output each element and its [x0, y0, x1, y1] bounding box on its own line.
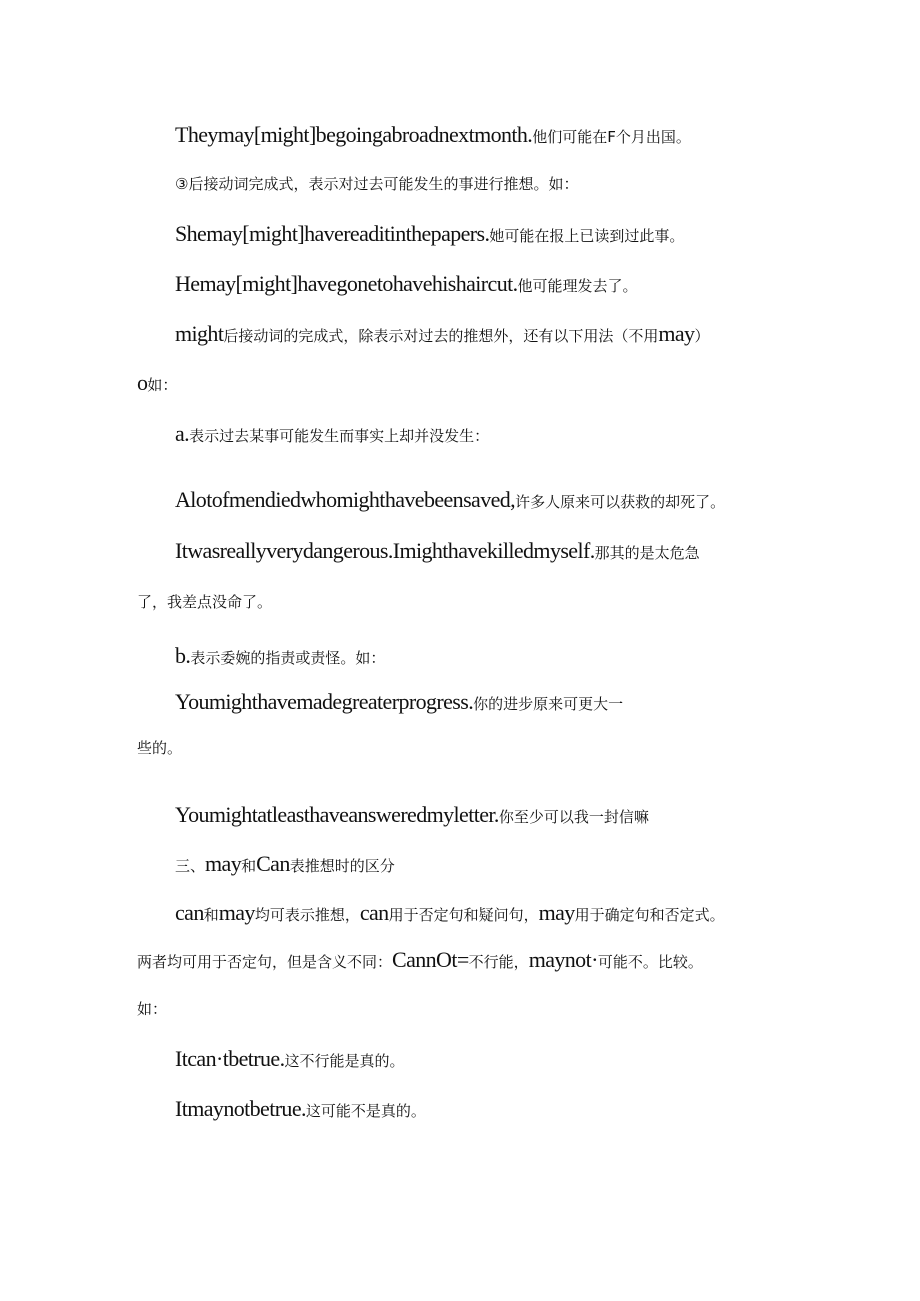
might-usage-continuation [137, 372, 177, 394]
chinese-translation: 了，我差点没命了。 [137, 593, 273, 611]
english-term: might [175, 321, 224, 346]
example-intro [137, 1001, 167, 1017]
english-sentence: Itcan·tbetrue. [175, 1046, 285, 1071]
explanation-text: 如： [137, 1000, 168, 1018]
section-number: 三、 [175, 857, 206, 875]
chinese-translation: 许多人原来可以获救的却死了。 [515, 493, 726, 511]
explanation-text: 后接动词的完成式，除表示对过去的推想外，还有以下用法（不用 [223, 327, 659, 345]
english-sentence: Alotofmendiedwhomighthavebeensaved, [175, 487, 516, 512]
example-line-6 [175, 691, 623, 713]
section-3-heading [175, 853, 395, 875]
chinese-translation: 这不行能是真的。 [284, 1052, 405, 1070]
example-line-3 [175, 273, 638, 295]
point-b-heading [175, 645, 385, 667]
english-term: may [218, 900, 255, 925]
example-line-7 [175, 804, 649, 826]
explanation-text: 如： [147, 376, 178, 394]
english-term: may [205, 851, 242, 876]
english-term: maynot· [528, 947, 598, 972]
english-sentence: Itmaynotbetrue. [175, 1096, 306, 1121]
english-term: o [137, 370, 148, 395]
heading-text: 表推想时的区分 [289, 857, 395, 875]
english-term: may [658, 321, 695, 346]
chinese-translation: 些的。 [137, 739, 183, 757]
english-term: may [538, 900, 575, 925]
point-label: b. [175, 643, 191, 668]
explanation-text: 和 [203, 906, 219, 924]
point-a-heading [175, 423, 489, 445]
example-line-1 [175, 124, 691, 146]
english-term: can [175, 900, 204, 925]
chinese-translation: 这可能不是真的。 [305, 1102, 426, 1120]
english-term: CannOt= [392, 947, 469, 972]
point-text: 表示过去某事可能发生而事实上却并没发生： [189, 427, 490, 445]
chinese-translation: 你至少可以我一封信嘛 [498, 808, 649, 826]
english-sentence: Theymay[might]begoingabroadnextmonth. [175, 122, 533, 147]
explanation-text: 两者均可用于否定句，但是含义不同： [137, 953, 393, 971]
chinese-translation: 他们可能在F个月出国。 [532, 128, 691, 146]
example-line-8 [175, 1048, 405, 1070]
english-sentence: Itwasreallyverydangerous.Imighthavekilledmyself. [175, 538, 595, 563]
can-may-explanation [175, 902, 725, 924]
closing-paren: ） [694, 327, 710, 345]
example-line-4 [175, 489, 725, 511]
point-label: a. [175, 421, 190, 446]
chinese-translation: 那其的是太危急 [594, 544, 700, 562]
might-usage-line [175, 323, 709, 345]
english-sentence: Hemay[might]havegonetohavehishaircut. [175, 271, 518, 296]
connector-text: 和 [241, 857, 257, 875]
rule-3-heading [175, 176, 578, 192]
english-term: Can [256, 851, 290, 876]
point-text: 表示委婉的指责或责怪。如： [190, 649, 386, 667]
example-line-2 [175, 223, 684, 245]
explanation-text: 用于否定句和疑问句， [388, 906, 539, 924]
example-line-5-continuation [137, 594, 272, 610]
explanation-text: 可能不。比较。 [597, 953, 703, 971]
explanation-text: 不行能， [468, 953, 529, 971]
example-line-9 [175, 1098, 426, 1120]
english-sentence: Youmighthavemadegreaterprogress. [175, 689, 474, 714]
example-line-6-continuation [137, 740, 182, 756]
rule-text: ③后接动词完成式，表示对过去可能发生的事进行推想。如： [175, 175, 579, 193]
chinese-translation: 你的进步原来可更大一 [473, 695, 624, 713]
can-may-explanation-continuation [137, 949, 703, 971]
chinese-translation: 她可能在报上已读到过此事。 [489, 227, 685, 245]
explanation-text: 用于确定句和否定式。 [574, 906, 725, 924]
explanation-text: 均可表示推想， [254, 906, 360, 924]
english-sentence: Youmightatleasthaveansweredmyletter. [175, 802, 499, 827]
chinese-translation: 他可能理发去了。 [517, 277, 638, 295]
english-sentence: Shemay[might]havereaditinthepapers. [175, 221, 490, 246]
english-term: can [359, 900, 389, 925]
example-line-5 [175, 540, 700, 562]
